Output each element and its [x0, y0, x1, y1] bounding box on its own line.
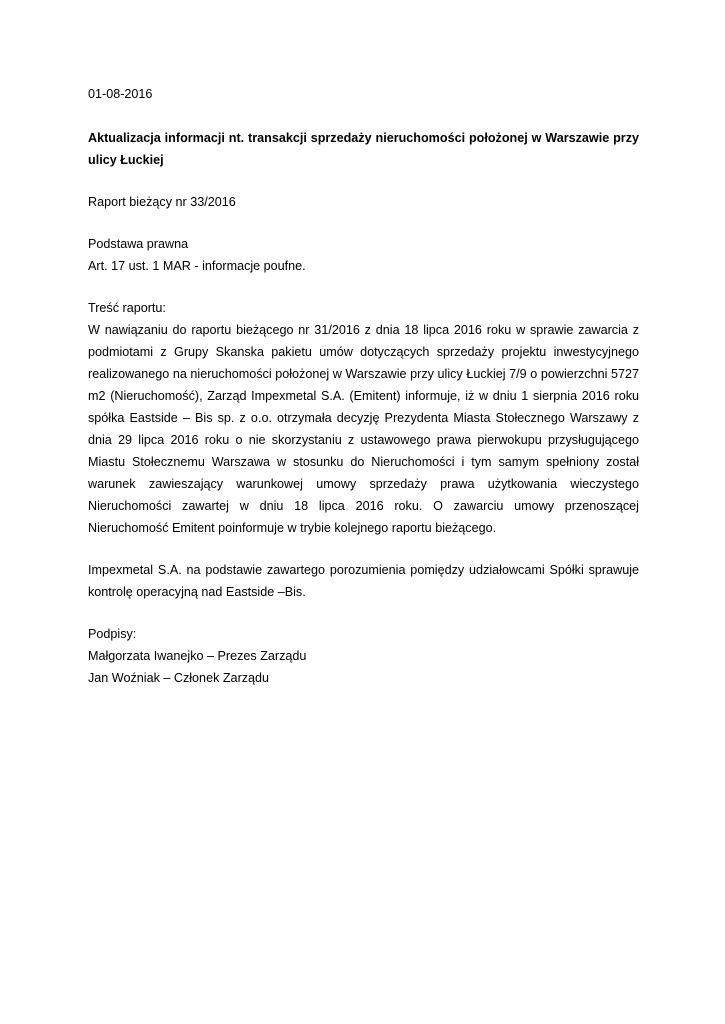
signatures-label: Podpisy:	[88, 627, 137, 641]
signer-2: Jan Woźniak – Członek Zarządu	[88, 671, 270, 685]
report-content-section	[88, 297, 639, 603]
report-content-paragraph-1: W nawiązaniu do raportu bieżącego nr 31/2016 z dnia 18 lipca 2016 roku w sprawie zawarcia z podmiotami z Grupy Skanska pakietu umów dotyczących sprzedaży projektu inwestycyjnego realizowanego na nieruchomości położonej w Warszawie przy ulicy Łuckiej 7/9 o powierzchni 5727 m2 (Nieruchomość), Zarząd Impexmetal S.A. (Emitent) informuje, iż w dniu 1 sierpnia 2016 roku spółka Eastside – Bis sp. z o.o. otrzymała decyzję Prezydenta Miasta Stołecznego Warszawy z dnia 29 lipca 2016 roku o nie skorzystaniu z ustawowego prawa pierwokupu przysługującego Miastu Stołecznemu Warszawa w stosunku do Nieruchomości i tym samym spełniony został warunek zawieszający warunkowej umowy sprzedaży prawa użytkowania wieczystego Nieruchomości zawartej w dniu 18 lipca 2016 roku. O zawarciu umowy przenoszącej Nieruchomość Emitent poinformuje w trybie kolejnego raportu bieżącego.	[88, 323, 639, 535]
legal-basis-value: Art. 17 ust. 1 MAR - informacje poufne.	[88, 259, 306, 273]
report-content-paragraph-2: Impexmetal S.A. na podstawie zawartego porozumienia pomiędzy udziałowcami Spółki sprawuje kontrolę operacyjną nad Eastside –Bis.	[88, 563, 639, 599]
legal-basis-section	[88, 233, 639, 277]
report-number: Raport bieżący nr 33/2016	[88, 195, 236, 209]
document-page	[88, 83, 639, 689]
legal-basis-label: Podstawa prawna	[88, 237, 189, 251]
report-content-label: Treść raportu:	[88, 301, 166, 315]
report-title: Aktualizacja informacji nt. transakcji sprzedaży nieruchomości położonej w Warszawie przy ulicy Łuckiej	[88, 131, 639, 167]
report-date: 01-08-2016	[88, 87, 153, 101]
signatures-section	[88, 623, 639, 689]
signer-1: Małgorzata Iwanejko – Prezes Zarządu	[88, 649, 307, 663]
